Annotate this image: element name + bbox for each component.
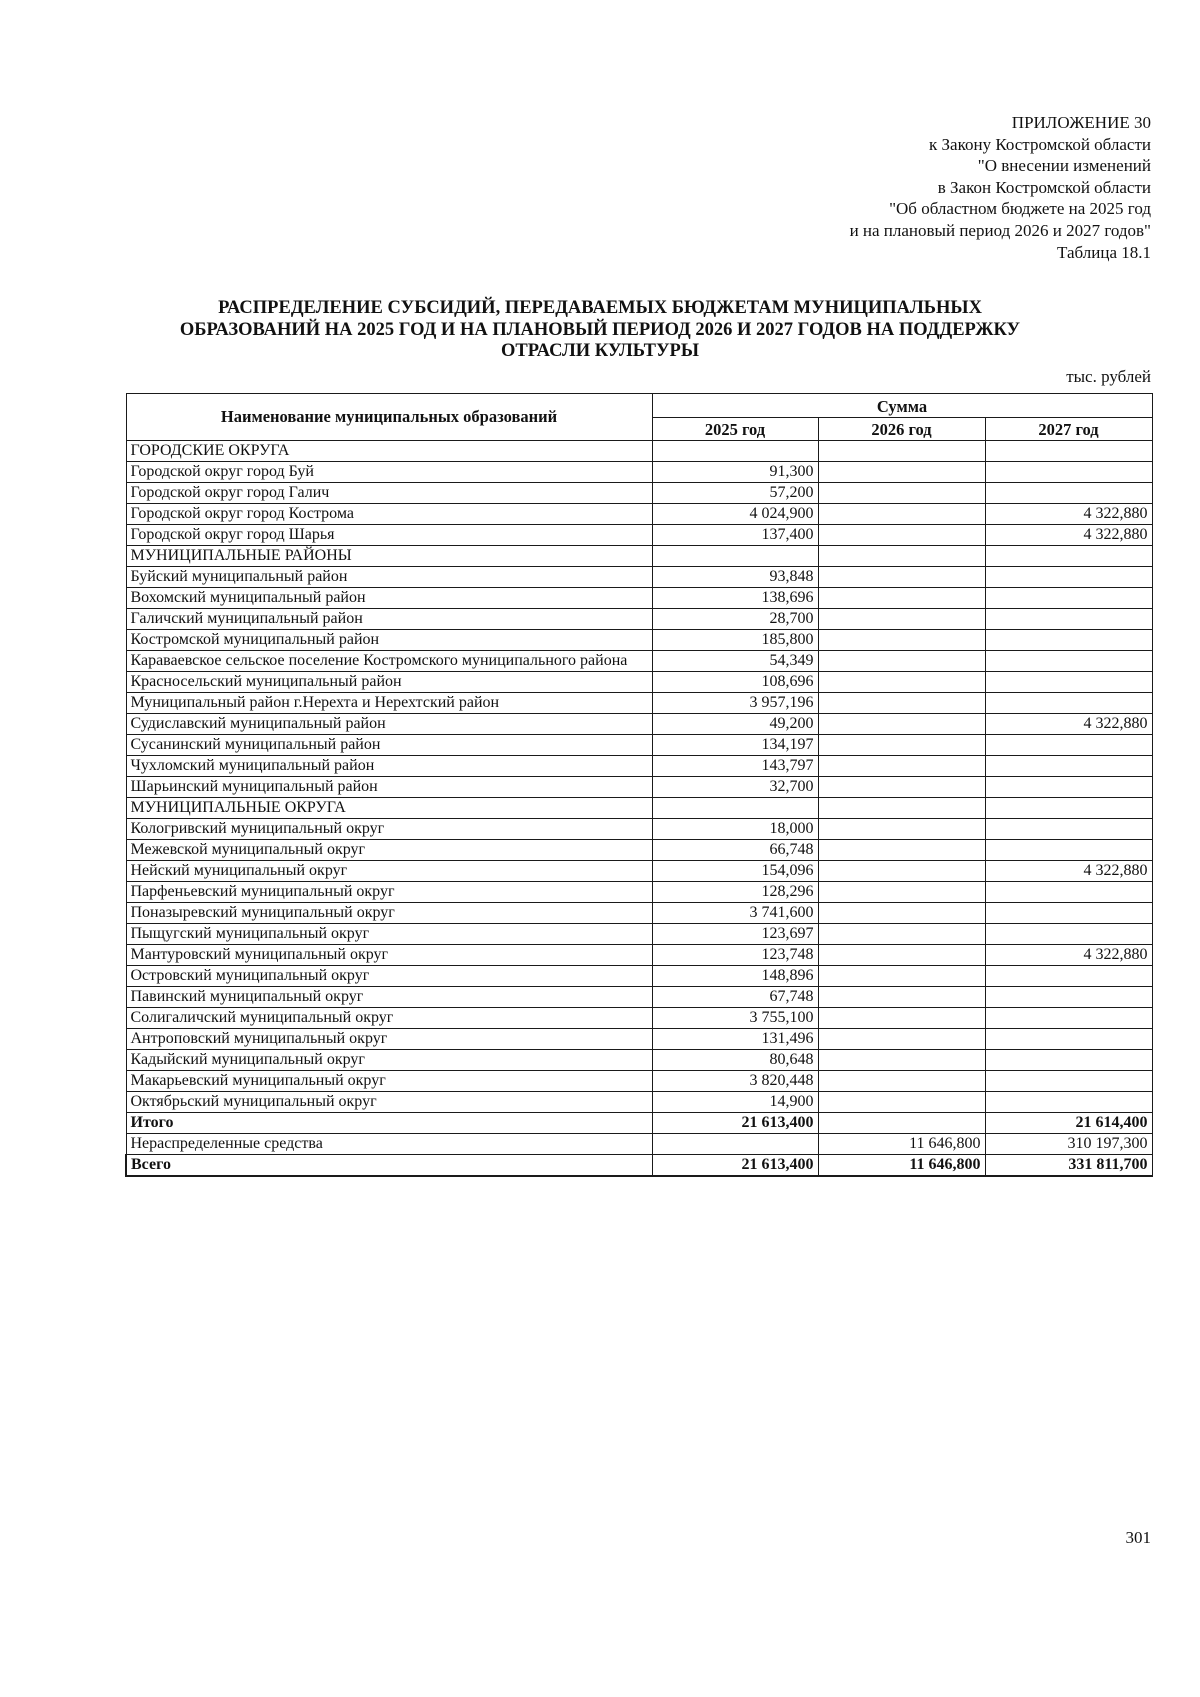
table-row [126,483,1152,504]
value-2025-cell: 148,896 [652,966,818,987]
value-2026-cell [818,924,985,945]
appendix-header [631,112,1151,263]
table-row [126,798,1152,819]
value-2026-cell [818,1008,985,1029]
value-2025-cell: 32,700 [652,777,818,798]
value-2025-cell: 66,748 [652,840,818,861]
row-name-cell: Нейский муниципальный округ [126,861,652,882]
value-2026-cell [818,882,985,903]
table-row [126,441,1152,462]
value-2027-cell [985,672,1152,693]
row-name-cell: МУНИЦИПАЛЬНЫЕ РАЙОНЫ [126,546,652,567]
value-2026-cell [818,987,985,1008]
table-row [126,987,1152,1008]
value-2027-cell [985,966,1152,987]
value-2027-cell [985,567,1152,588]
row-name-cell: Межевской муниципальный округ [126,840,652,861]
table-row [126,546,1152,567]
row-name-cell: Антроповский муниципальный округ [126,1029,652,1050]
value-2027-cell: 310 197,300 [985,1134,1152,1155]
value-2025-cell: 91,300 [652,462,818,483]
page-number: 301 [1125,1528,1151,1547]
value-2027-cell [985,1029,1152,1050]
value-2026-cell [818,693,985,714]
table-row [126,714,1152,735]
table-row [126,525,1152,546]
year-2027-header: 2027 год [985,417,1152,441]
value-2025-cell: 57,200 [652,483,818,504]
value-2025-cell: 128,296 [652,882,818,903]
value-2026-cell [818,588,985,609]
row-name-cell: Макарьевский муниципальный округ [126,1071,652,1092]
value-2026-cell [818,1029,985,1050]
table-row [126,1071,1152,1092]
value-2026-cell [818,609,985,630]
value-2025-cell: 143,797 [652,756,818,777]
row-name-cell: Караваевское сельское поселение Костромского муниципального района [126,651,652,672]
table-row [126,609,1152,630]
value-2027-cell [985,903,1152,924]
value-2026-cell [818,546,985,567]
value-2026-cell [818,945,985,966]
table-row [126,903,1152,924]
value-2027-cell [985,609,1152,630]
value-2025-cell: 49,200 [652,714,818,735]
value-2026-cell [818,630,985,651]
value-2026-cell [818,504,985,525]
value-2026-cell [818,714,985,735]
table-row [126,1155,1152,1177]
table-row [126,756,1152,777]
value-2026-cell [818,777,985,798]
row-name-cell: Муниципальный район г.Нерехта и Нерехтский район [126,693,652,714]
table-row [126,504,1152,525]
value-2027-cell: 4 322,880 [985,504,1152,525]
value-2025-cell: 28,700 [652,609,818,630]
table-row [126,651,1152,672]
value-2027-cell [985,882,1152,903]
value-2025-cell: 138,696 [652,588,818,609]
row-name-cell: Кадыйский муниципальный округ [126,1050,652,1071]
value-2026-cell [818,735,985,756]
sum-column-header: Сумма [652,394,1152,418]
row-name-cell: Судиславский муниципальный район [126,714,652,735]
value-2025-cell: 3 741,600 [652,903,818,924]
row-name-cell: Всего [126,1155,652,1177]
table-row [126,630,1152,651]
value-2025-cell: 134,197 [652,735,818,756]
appendix-header-line: и на плановый период 2026 и 2027 годов" [849,220,1151,240]
row-name-cell: Островский муниципальный округ [126,966,652,987]
value-2027-cell [985,987,1152,1008]
value-2026-cell [818,672,985,693]
table-row [126,567,1152,588]
value-2026-cell [818,1092,985,1113]
name-column-header: Наименование муниципальных образований [126,394,652,441]
row-name-cell: Чухломский муниципальный район [126,756,652,777]
value-2025-cell [652,798,818,819]
document-title-line: ОТРАСЛИ КУЛЬТУРЫ [501,341,699,361]
table-number: Таблица 18.1 [1057,242,1151,262]
appendix-header-line: ПРИЛОЖЕНИЕ 30 [1011,113,1151,132]
value-2025-cell: 54,349 [652,651,818,672]
value-2027-cell: 4 322,880 [985,945,1152,966]
row-name-cell: Красносельский муниципальный район [126,672,652,693]
value-2027-cell [985,735,1152,756]
table-row [126,945,1152,966]
value-2026-cell [818,756,985,777]
value-2027-cell [985,630,1152,651]
value-2027-cell: 4 322,880 [985,714,1152,735]
row-name-cell: Пыщугский муниципальный округ [126,924,652,945]
table-row [126,819,1152,840]
value-2025-cell: 123,748 [652,945,818,966]
row-name-cell: Кологривский муниципальный округ [126,819,652,840]
value-2027-cell: 21 614,400 [985,1113,1152,1134]
value-2027-cell [985,1092,1152,1113]
value-2026-cell [818,798,985,819]
row-name-cell: Вохомский муниципальный район [126,588,652,609]
row-name-cell: Буйский муниципальный район [126,567,652,588]
value-2026-cell [818,483,985,504]
value-2026-cell: 11 646,800 [818,1134,985,1155]
units-label: тыс. рублей [1066,367,1151,386]
appendix-header-line: "Об областном бюджете на 2025 год [889,199,1151,219]
row-name-cell: ГОРОДСКИЕ ОКРУГА [126,441,652,462]
row-name-cell: МУНИЦИПАЛЬНЫЕ ОКРУГА [126,798,652,819]
table-row [126,1029,1152,1050]
value-2027-cell [985,924,1152,945]
row-name-cell: Костромской муниципальный район [126,630,652,651]
appendix-header-line: в Закон Костромской области [937,177,1151,197]
table-row [126,1050,1152,1071]
value-2026-cell [818,966,985,987]
value-2026-cell: 11 646,800 [818,1155,985,1177]
value-2025-cell: 4 024,900 [652,504,818,525]
value-2025-cell: 108,696 [652,672,818,693]
row-name-cell: Итого [126,1113,652,1134]
value-2027-cell [985,588,1152,609]
table-row [126,693,1152,714]
table-row [126,1113,1152,1134]
value-2025-cell: 3 820,448 [652,1071,818,1092]
table-row [126,1008,1152,1029]
value-2025-cell: 67,748 [652,987,818,1008]
table-row [126,924,1152,945]
row-name-cell: Парфеньевский муниципальный округ [126,882,652,903]
value-2027-cell [985,819,1152,840]
row-name-cell: Нераспределенные средства [126,1134,652,1155]
table-row [126,1092,1152,1113]
value-2027-cell [985,483,1152,504]
table-row [126,462,1152,483]
table-row [126,588,1152,609]
value-2025-cell: 18,000 [652,819,818,840]
value-2025-cell: 185,800 [652,630,818,651]
table-body [126,441,1152,1177]
value-2027-cell: 4 322,880 [985,861,1152,882]
value-2025-cell: 14,900 [652,1092,818,1113]
value-2026-cell [818,861,985,882]
document-title [130,298,1070,363]
value-2027-cell: 4 322,880 [985,525,1152,546]
subsidy-table [125,393,1153,1177]
row-name-cell: Сусанинский муниципальный район [126,735,652,756]
table-row [126,672,1152,693]
row-name-cell: Октябрьский муниципальный округ [126,1092,652,1113]
value-2027-cell [985,441,1152,462]
value-2026-cell [818,819,985,840]
value-2025-cell: 3 957,196 [652,693,818,714]
value-2026-cell [818,651,985,672]
value-2026-cell [818,840,985,861]
value-2025-cell: 154,096 [652,861,818,882]
table-row [126,840,1152,861]
value-2025-cell: 93,848 [652,567,818,588]
value-2027-cell [985,798,1152,819]
row-name-cell: Шарьинский муниципальный район [126,777,652,798]
value-2027-cell [985,1071,1152,1092]
row-name-cell: Солигаличский муниципальный округ [126,1008,652,1029]
value-2027-cell: 331 811,700 [985,1155,1152,1177]
value-2027-cell [985,756,1152,777]
document-title-line: РАСПРЕДЕЛЕНИЕ СУБСИДИЙ, ПЕРЕДАВАЕМЫХ БЮДЖЕТАМ МУНИЦИПАЛЬНЫХ [218,298,982,318]
document-title-line: ОБРАЗОВАНИЙ НА 2025 ГОД И НА ПЛАНОВЫЙ ПЕРИОД 2026 И 2027 ГОДОВ НА ПОДДЕРЖКУ [179,319,1021,340]
row-name-cell: Поназыревский муниципальный округ [126,903,652,924]
value-2026-cell [818,1050,985,1071]
value-2025-cell [652,546,818,567]
value-2025-cell [652,1134,818,1155]
table-row [126,735,1152,756]
appendix-header-line: к Закону Костромской области [929,134,1151,154]
value-2026-cell [818,567,985,588]
row-name-cell: Галичский муниципальный район [126,609,652,630]
value-2026-cell [818,903,985,924]
value-2025-cell: 123,697 [652,924,818,945]
value-2026-cell [818,525,985,546]
table-header-row [126,394,1152,418]
value-2026-cell [818,1071,985,1092]
row-name-cell: Городской округ город Кострома [126,504,652,525]
value-2027-cell [985,777,1152,798]
value-2027-cell [985,546,1152,567]
value-2025-cell: 131,496 [652,1029,818,1050]
row-name-cell: Городской округ город Галич [126,483,652,504]
value-2027-cell [985,651,1152,672]
table-row [126,882,1152,903]
row-name-cell: Городской округ город Буй [126,462,652,483]
value-2025-cell: 137,400 [652,525,818,546]
value-2025-cell: 80,648 [652,1050,818,1071]
value-2026-cell [818,462,985,483]
row-name-cell: Павинский муниципальный округ [126,987,652,1008]
year-2025-header: 2025 год [652,417,818,441]
table-row [126,777,1152,798]
value-2025-cell: 3 755,100 [652,1008,818,1029]
row-name-cell: Городской округ город Шарья [126,525,652,546]
value-2027-cell [985,462,1152,483]
year-2026-header: 2026 год [818,417,985,441]
value-2026-cell [818,1113,985,1134]
value-2025-cell: 21 613,400 [652,1155,818,1177]
table-row [126,861,1152,882]
row-name-cell: Мантуровский муниципальный округ [126,945,652,966]
value-2027-cell [985,840,1152,861]
value-2025-cell: 21 613,400 [652,1113,818,1134]
value-2025-cell [652,441,818,462]
value-2027-cell [985,1050,1152,1071]
value-2027-cell [985,1008,1152,1029]
table-row [126,1134,1152,1155]
value-2026-cell [818,441,985,462]
value-2027-cell [985,693,1152,714]
appendix-header-line: "О внесении изменений [977,156,1151,176]
table-row [126,966,1152,987]
